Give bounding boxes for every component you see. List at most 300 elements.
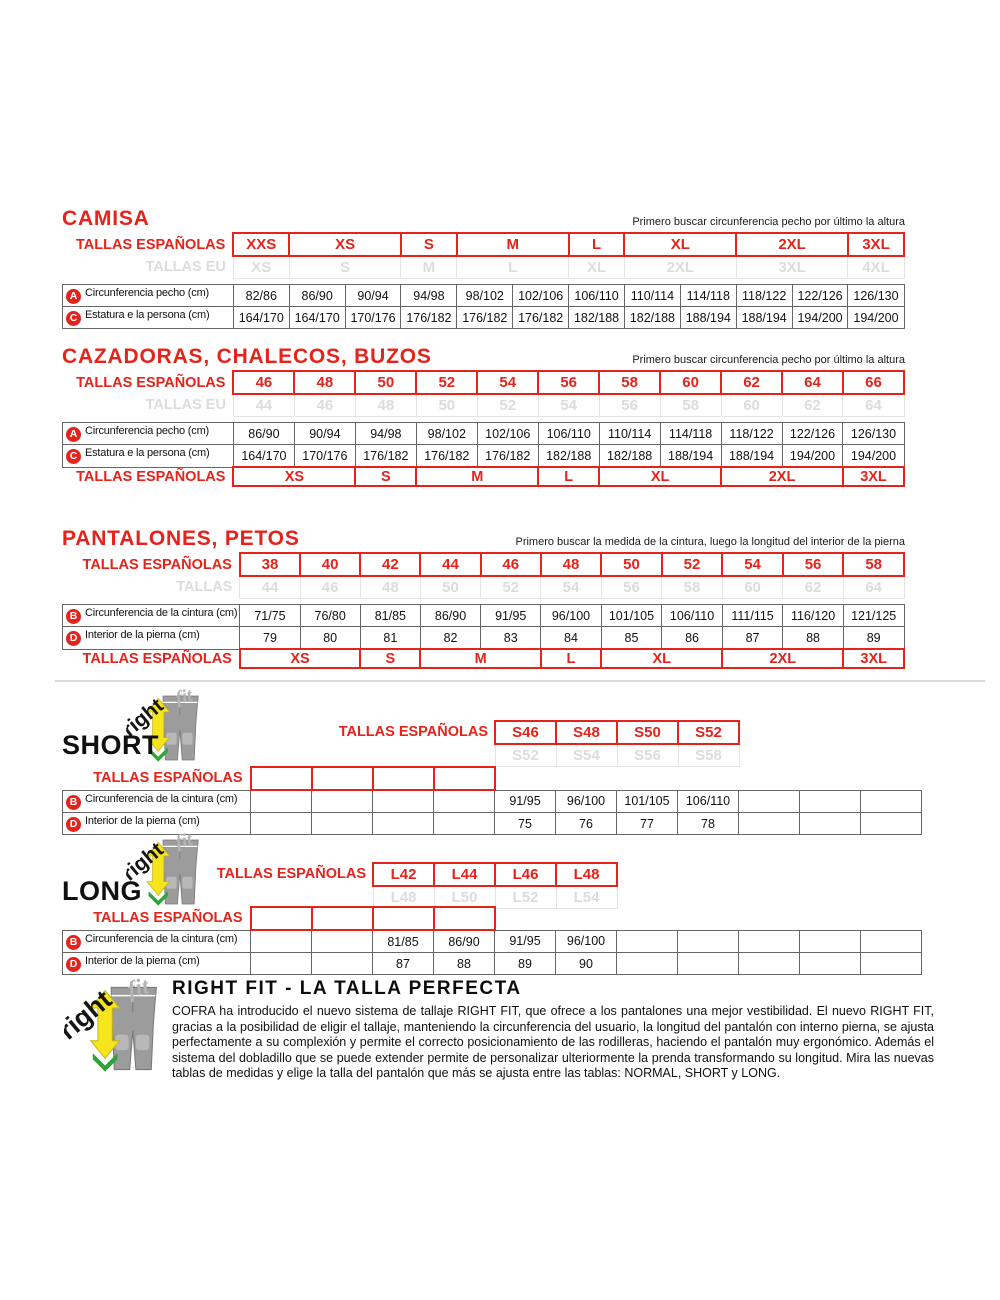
letter-badge-D: D xyxy=(66,631,81,646)
eu-sizes-row xyxy=(63,256,905,279)
data-cell xyxy=(617,953,678,975)
rightfit-section xyxy=(62,975,934,1110)
camisa-note: Primero buscar circunferencia pecho por último la altura xyxy=(632,216,905,228)
row-label-text: Interior de la pierna (cm) xyxy=(85,815,200,827)
short-sizes-label: TALLAS ESPAÑOLAS xyxy=(338,724,488,740)
data-cell: 80 xyxy=(300,627,360,650)
data-cell xyxy=(861,790,922,813)
cazadoras-size-table xyxy=(62,370,905,487)
pantalones-section xyxy=(62,525,905,669)
data-cell: 188/194 xyxy=(736,307,792,329)
data-cell: 96/100 xyxy=(541,605,601,627)
data-cell xyxy=(800,813,861,835)
letter-badge-D: D xyxy=(66,817,81,832)
rightfit-logo xyxy=(64,977,179,1080)
eu-size-cell: S52 xyxy=(495,744,556,767)
size-header-cell xyxy=(373,907,434,930)
data-cell: 86/90 xyxy=(434,930,495,953)
sizes-header-row xyxy=(63,371,905,394)
data-cell: 118/122 xyxy=(721,423,782,445)
camisa-header xyxy=(62,205,905,229)
cazadoras-note: Primero buscar circunferencia pecho por último la altura xyxy=(632,354,905,366)
data-cell xyxy=(861,930,922,953)
letter-badge-B: B xyxy=(66,935,81,950)
data-cell xyxy=(678,953,739,975)
camisa-section xyxy=(62,205,905,329)
data-cell xyxy=(373,813,434,835)
size-header-cell: 46 xyxy=(481,553,541,576)
data-cell: 182/188 xyxy=(599,445,660,468)
data-cell xyxy=(373,790,434,813)
data-cell: 88 xyxy=(783,627,844,650)
eu-size-cell: 52 xyxy=(477,394,538,417)
pantalones-title: PANTALONES, PETOS xyxy=(62,527,300,550)
row-label xyxy=(63,627,240,650)
footer-size-cell: 2XL xyxy=(721,467,843,486)
eu-size-cell: 46 xyxy=(300,576,360,599)
measure-row xyxy=(63,445,905,468)
data-cell: 102/106 xyxy=(477,423,538,445)
data-cell: 86/90 xyxy=(289,285,345,307)
data-cell: 194/200 xyxy=(782,445,843,468)
data-cell: 110/114 xyxy=(624,285,680,307)
eu-size-cell: 60 xyxy=(722,576,783,599)
eu-size-cell: 64 xyxy=(843,576,904,599)
cazadoras-section xyxy=(62,343,905,487)
sizes-label: TALLAS ESPAÑOLAS xyxy=(82,556,232,573)
sizes-label: TALLAS ESPAÑOLAS xyxy=(76,236,226,253)
rightfit-title: RIGHT FIT - LA TALLA PERFECTA xyxy=(172,978,522,999)
data-cell: 114/118 xyxy=(680,285,736,307)
data-cell: 89 xyxy=(843,627,904,650)
data-cell: 86 xyxy=(662,627,723,650)
strip-eu-row xyxy=(495,744,739,767)
row-label-text: Circunferencia de la cintura (cm) xyxy=(85,792,238,805)
size-header-cell: 38 xyxy=(240,553,300,576)
data-cell: 118/122 xyxy=(736,285,792,307)
size-header-cell xyxy=(434,767,495,790)
size-header-cell xyxy=(373,767,434,790)
size-header-cell: 3XL xyxy=(848,233,904,256)
data-cell: 91/95 xyxy=(481,605,541,627)
sizes-strip-table xyxy=(494,720,740,767)
data-cell xyxy=(800,790,861,813)
data-cell xyxy=(312,813,373,835)
row-label xyxy=(63,445,234,468)
data-cell: 94/98 xyxy=(401,285,457,307)
eu-size-cell: S58 xyxy=(678,744,739,767)
data-cell xyxy=(312,930,373,953)
eu-size-cell: M xyxy=(401,256,457,279)
pantalones-size-table xyxy=(62,552,905,669)
eu-sizes-label: TALLAS EU xyxy=(145,397,226,414)
row-label-text: Interior de la pierna (cm) xyxy=(85,955,200,967)
sizes-strip-table xyxy=(372,862,618,909)
data-cell: 122/126 xyxy=(792,285,848,307)
eu-size-cell: L54 xyxy=(556,886,617,909)
data-cell: 96/100 xyxy=(556,930,617,953)
row-label-text: Interior de la pierna (cm) xyxy=(85,629,200,642)
data-cell: 82/86 xyxy=(233,285,289,307)
data-cell: 88 xyxy=(434,953,495,975)
letter-badge-A: A xyxy=(66,289,81,304)
data-cell: 78 xyxy=(678,813,739,835)
data-cell: 82 xyxy=(420,627,480,650)
size-header-cell: S46 xyxy=(495,721,556,744)
data-cell xyxy=(251,790,312,813)
letter-badge-B: B xyxy=(66,795,81,810)
eu-size-cell: 4XL xyxy=(848,256,904,279)
eu-size-cell: 58 xyxy=(662,576,723,599)
eu-size-cell: 54 xyxy=(538,394,599,417)
data-cell: 77 xyxy=(617,813,678,835)
short-title: SHORT xyxy=(62,730,159,760)
data-cell: 83 xyxy=(481,627,541,650)
eu-size-cell: 46 xyxy=(294,394,355,417)
size-header-cell: M xyxy=(457,233,569,256)
strip-sizes-row xyxy=(373,863,617,886)
data-cell: 110/114 xyxy=(599,423,660,445)
measure-row xyxy=(63,307,905,329)
eu-sizes-row xyxy=(63,394,905,417)
size-header-cell: 52 xyxy=(662,553,723,576)
size-header-cell: 56 xyxy=(538,371,599,394)
size-header-cell: XL xyxy=(624,233,736,256)
eu-size-cell: 2XL xyxy=(624,256,736,279)
data-cell: 85 xyxy=(601,627,662,650)
measure-row xyxy=(63,423,905,445)
eu-size-cell: L xyxy=(457,256,569,279)
eu-size-cell: S xyxy=(289,256,401,279)
data-cell: 94/98 xyxy=(355,423,416,445)
eu-size-cell: 58 xyxy=(660,394,721,417)
data-cell xyxy=(251,930,312,953)
long-table xyxy=(62,906,922,975)
data-cell: 79 xyxy=(240,627,300,650)
eu-size-cell: 50 xyxy=(420,576,480,599)
eu-size-cell: S56 xyxy=(617,744,678,767)
eu-size-cell: XS xyxy=(233,256,289,279)
size-header-cell: L46 xyxy=(495,863,556,886)
eu-sizes-label: TALLAS xyxy=(176,579,233,596)
eu-size-cell: 50 xyxy=(416,394,477,417)
footer-size-cell: XL xyxy=(599,467,721,486)
letter-badge-A: A xyxy=(66,427,81,442)
data-cell: 71/75 xyxy=(240,605,300,627)
data-cell xyxy=(739,953,800,975)
size-header-cell: L42 xyxy=(373,863,434,886)
size-header-cell: 66 xyxy=(843,371,904,394)
data-cell: 98/102 xyxy=(416,423,477,445)
camisa-title: CAMISA xyxy=(62,207,150,230)
footer-size-cell: S xyxy=(360,649,420,668)
eu-size-cell: 48 xyxy=(360,576,420,599)
data-cell: 182/188 xyxy=(538,445,599,468)
data-cell: 194/200 xyxy=(792,307,848,329)
long-title: LONG xyxy=(62,876,142,906)
footer-size-cell: XS xyxy=(240,649,360,668)
data-cell: 81/85 xyxy=(373,930,434,953)
data-cell: 164/170 xyxy=(233,445,294,468)
data-cell: 170/176 xyxy=(345,307,401,329)
size-header-cell: 50 xyxy=(601,553,662,576)
eu-size-cell: 62 xyxy=(782,394,843,417)
measure-row xyxy=(63,285,905,307)
size-header-cell: L48 xyxy=(556,863,617,886)
data-cell: 76/80 xyxy=(300,605,360,627)
data-cell: 87 xyxy=(722,627,783,650)
data-cell: 176/182 xyxy=(513,307,569,329)
separator-line xyxy=(55,680,985,682)
eu-size-cell: 3XL xyxy=(736,256,848,279)
short-sizes-strip xyxy=(494,720,740,767)
data-cell: 106/110 xyxy=(678,790,739,813)
size-header-cell: S48 xyxy=(556,721,617,744)
size-header-cell xyxy=(251,907,312,930)
eu-size-cell: 64 xyxy=(843,394,904,417)
measure-row xyxy=(63,605,905,627)
size-header-cell: 2XL xyxy=(736,233,848,256)
data-cell: 101/105 xyxy=(617,790,678,813)
data-cell: 81 xyxy=(360,627,420,650)
data-cell xyxy=(861,813,922,835)
measure-row xyxy=(63,627,905,650)
data-cell xyxy=(617,930,678,953)
size-header-cell: L xyxy=(569,233,625,256)
eu-size-cell: XL xyxy=(569,256,625,279)
size-table xyxy=(62,232,905,329)
measure-row xyxy=(63,790,922,813)
data-cell: 176/182 xyxy=(457,307,513,329)
eu-size-cell: 44 xyxy=(233,394,294,417)
size-header-cell: S52 xyxy=(678,721,739,744)
data-cell: 90/94 xyxy=(345,285,401,307)
data-cell: 91/95 xyxy=(495,790,556,813)
row-label xyxy=(63,953,251,975)
data-cell: 90/94 xyxy=(294,423,355,445)
size-header-cell xyxy=(312,767,373,790)
data-cell xyxy=(678,930,739,953)
footer-size-cell: XL xyxy=(601,649,722,668)
data-cell: 76 xyxy=(556,813,617,835)
row-label xyxy=(63,930,251,953)
sizes-label: TALLAS ESPAÑOLAS xyxy=(93,910,243,927)
rightfit-paragraph: COFRA ha introducido el nuevo sistema de tallaje RIGHT FIT, que ofrece a los pantalones una mejor vestibilidad. El nuevo RIGHT FIT, gracias a la posibilidad de eligir el tallaje, manteniendo la circunferencia del usuario, la longitud del pantalón con interno pierna, se ajusta perfectamente a su complexión y permite el correcto posicionamiento de las rodilleras, haciendo el pantalón muy ergonómico. Además el sistema del dobladillo que se puede extender permite de personalizar ulteriormente la prenda transformando su longitud. Mira las nuevas tablas de medidas y elige la talla del pantalón que más se ajusta entre las tablas: NORMAL, SHORT y LONG. xyxy=(172,1004,934,1081)
measure-row xyxy=(63,930,922,953)
data-cell: 106/110 xyxy=(538,423,599,445)
eu-size-cell: 56 xyxy=(599,394,660,417)
row-label-text: Circunferencia pecho (cm) xyxy=(85,287,209,299)
footer-size-cell: 3XL xyxy=(843,467,904,486)
sizes-label: TALLAS ESPAÑOLAS xyxy=(76,374,226,391)
size-table xyxy=(62,906,922,975)
data-cell: 106/110 xyxy=(662,605,723,627)
row-label-text: Estatura e la persona (cm) xyxy=(85,447,210,460)
data-cell: 106/110 xyxy=(569,285,625,307)
row-label xyxy=(63,423,234,445)
footer-size-cell: 2XL xyxy=(722,649,843,668)
size-header-cell: 56 xyxy=(783,553,844,576)
size-header-cell: L44 xyxy=(434,863,495,886)
letter-badge-C: C xyxy=(66,449,81,464)
data-cell: 176/182 xyxy=(401,307,457,329)
size-header-cell: XXS xyxy=(233,233,289,256)
size-table xyxy=(62,766,922,835)
size-header-cell: 62 xyxy=(721,371,782,394)
cazadoras-header xyxy=(62,343,905,367)
row-label-text: Circunferencia de la cintura (cm) xyxy=(85,607,238,619)
size-header-cell: 58 xyxy=(843,553,904,576)
row-label xyxy=(63,790,251,813)
data-cell: 122/126 xyxy=(782,423,843,445)
size-header-cell: 58 xyxy=(599,371,660,394)
data-cell: 164/170 xyxy=(289,307,345,329)
short-table xyxy=(62,766,922,835)
sizes-footer-label: TALLAS ESPAÑOLAS xyxy=(82,650,232,667)
sizes-footer-row xyxy=(63,649,905,668)
eu-size-cell: 56 xyxy=(601,576,662,599)
sizes-footer-label: TALLAS ESPAÑOLAS xyxy=(76,468,226,485)
size-header-cell: 48 xyxy=(541,553,601,576)
footer-size-cell: M xyxy=(416,467,538,486)
data-cell: 87 xyxy=(373,953,434,975)
data-cell xyxy=(800,930,861,953)
size-header-cell: 60 xyxy=(660,371,721,394)
size-header-cell xyxy=(434,907,495,930)
size-header-cell: 44 xyxy=(420,553,480,576)
eu-size-cell: L52 xyxy=(495,886,556,909)
size-table xyxy=(62,552,905,669)
row-label-text: Estatura e la persona (cm) xyxy=(85,309,210,321)
footer-size-cell: S xyxy=(355,467,416,486)
eu-sizes-label: TALLAS EU xyxy=(145,259,226,276)
data-cell: 114/118 xyxy=(660,423,721,445)
strip-sizes-row xyxy=(495,721,739,744)
data-cell: 164/170 xyxy=(233,307,289,329)
sizes-header-row xyxy=(63,767,922,790)
footer-size-cell: 3XL xyxy=(843,649,904,668)
data-cell xyxy=(739,790,800,813)
data-cell: 96/100 xyxy=(556,790,617,813)
data-cell: 176/182 xyxy=(355,445,416,468)
size-header-cell: 48 xyxy=(294,371,355,394)
data-cell: 86/90 xyxy=(233,423,294,445)
data-cell xyxy=(800,953,861,975)
data-cell: 86/90 xyxy=(420,605,480,627)
rightfit-text-block xyxy=(172,978,934,1082)
footer-size-cell: M xyxy=(420,649,540,668)
data-cell xyxy=(312,953,373,975)
data-cell: 111/115 xyxy=(722,605,783,627)
data-cell xyxy=(434,813,495,835)
measure-row xyxy=(63,953,922,975)
data-cell: 194/200 xyxy=(843,445,904,468)
eu-size-cell: 60 xyxy=(721,394,782,417)
pantalones-header xyxy=(62,525,905,549)
data-cell: 194/200 xyxy=(848,307,904,329)
data-cell: 176/182 xyxy=(416,445,477,468)
data-cell: 188/194 xyxy=(680,307,736,329)
data-cell: 126/130 xyxy=(843,423,904,445)
size-header-cell: 54 xyxy=(477,371,538,394)
size-table xyxy=(62,370,905,487)
size-header-cell: 54 xyxy=(722,553,783,576)
data-cell: 81/85 xyxy=(360,605,420,627)
size-header-cell: 50 xyxy=(355,371,416,394)
row-label-text: Circunferencia de la cintura (cm) xyxy=(85,932,238,945)
data-cell: 89 xyxy=(495,953,556,975)
camisa-size-table xyxy=(62,232,905,329)
data-cell: 182/188 xyxy=(624,307,680,329)
size-header-cell: XS xyxy=(289,233,401,256)
eu-size-cell: L50 xyxy=(434,886,495,909)
data-cell: 121/125 xyxy=(843,605,904,627)
data-cell: 126/130 xyxy=(848,285,904,307)
row-label xyxy=(63,605,240,627)
data-cell: 90 xyxy=(556,953,617,975)
footer-size-cell: XS xyxy=(233,467,355,486)
data-cell: 176/182 xyxy=(477,445,538,468)
row-label-text: Circunferencia pecho (cm) xyxy=(85,425,209,437)
size-header-cell: 52 xyxy=(416,371,477,394)
eu-sizes-row xyxy=(63,576,905,599)
data-cell: 98/102 xyxy=(457,285,513,307)
data-cell xyxy=(739,813,800,835)
data-cell: 170/176 xyxy=(294,445,355,468)
size-header-cell xyxy=(312,907,373,930)
size-header-cell: S50 xyxy=(617,721,678,744)
row-label xyxy=(63,307,234,329)
data-cell: 102/106 xyxy=(513,285,569,307)
data-cell: 188/194 xyxy=(660,445,721,468)
pantalones-note: Primero buscar la medida de la cintura, luego la longitud del interior de la pierna xyxy=(515,536,905,548)
letter-badge-B: B xyxy=(66,609,81,624)
letter-badge-D: D xyxy=(66,957,81,972)
size-header-cell xyxy=(251,767,312,790)
size-header-cell: 42 xyxy=(360,553,420,576)
sizes-header-row xyxy=(63,553,905,576)
size-header-cell: 40 xyxy=(300,553,360,576)
eu-size-cell: 44 xyxy=(240,576,300,599)
size-header-cell: 64 xyxy=(782,371,843,394)
data-cell xyxy=(861,953,922,975)
long-section xyxy=(62,836,924,971)
eu-size-cell: 52 xyxy=(481,576,541,599)
data-cell: 182/188 xyxy=(569,307,625,329)
row-label xyxy=(63,285,234,307)
eu-size-cell: L48 xyxy=(373,886,434,909)
sizes-header-row xyxy=(63,233,905,256)
size-header-cell: 46 xyxy=(233,371,294,394)
data-cell xyxy=(251,953,312,975)
long-sizes-label: TALLAS ESPAÑOLAS xyxy=(216,866,366,882)
cazadoras-title: CAZADORAS, CHALECOS, BUZOS xyxy=(62,345,432,368)
data-cell: 84 xyxy=(541,627,601,650)
footer-size-cell: L xyxy=(538,467,599,486)
data-cell xyxy=(739,930,800,953)
sizes-footer-row xyxy=(63,467,905,486)
data-cell xyxy=(312,790,373,813)
eu-size-cell: 48 xyxy=(355,394,416,417)
letter-badge-C: C xyxy=(66,311,81,326)
size-header-cell: S xyxy=(401,233,457,256)
data-cell: 116/120 xyxy=(783,605,844,627)
short-section xyxy=(62,694,924,831)
data-cell xyxy=(251,813,312,835)
data-cell: 75 xyxy=(495,813,556,835)
eu-size-cell: 54 xyxy=(541,576,601,599)
sizes-header-row xyxy=(63,907,922,930)
